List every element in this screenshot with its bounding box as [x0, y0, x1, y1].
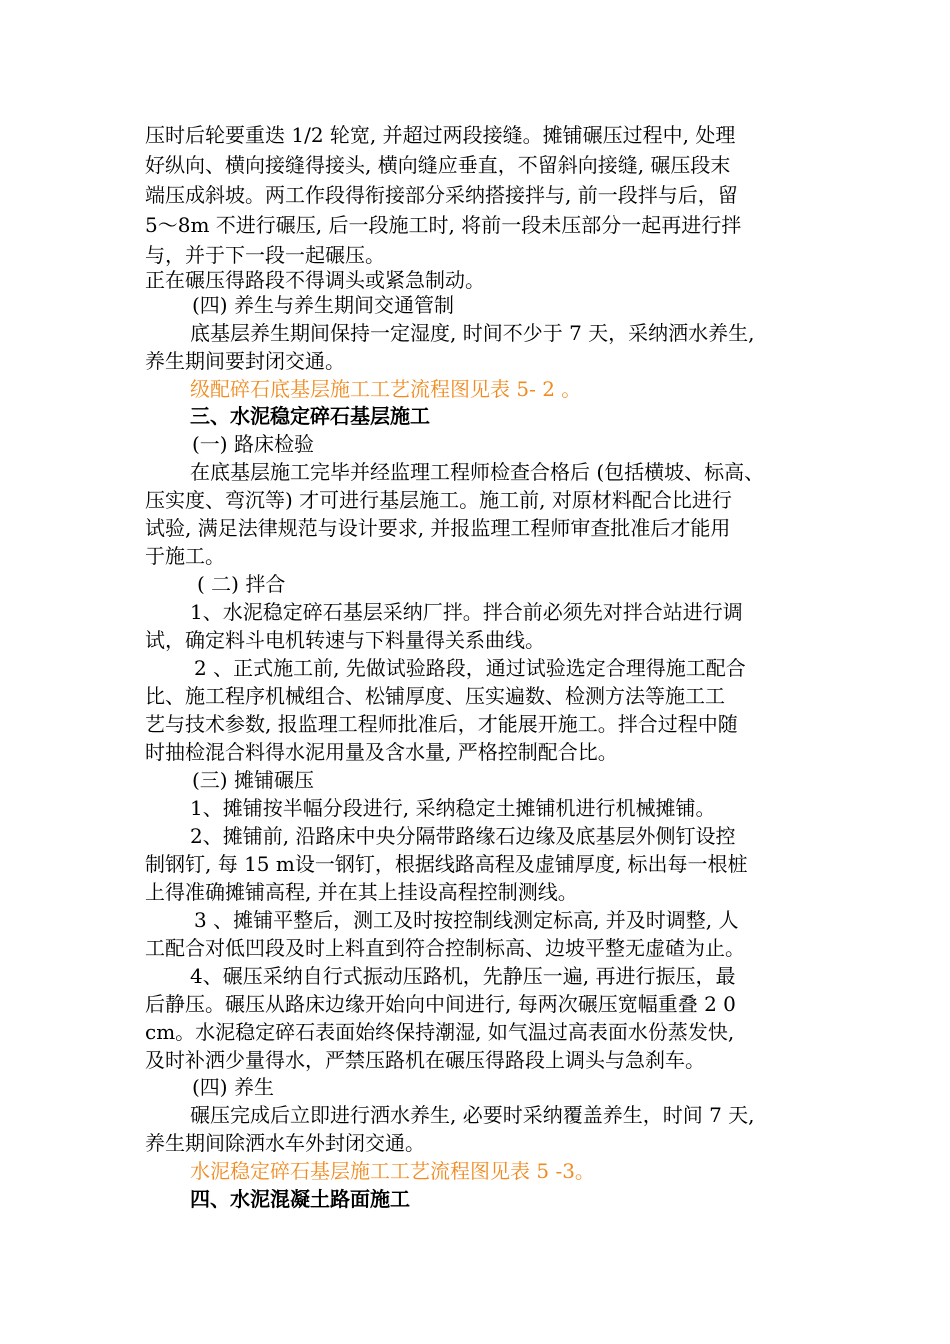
body-line: 正在碾压得路段不得调头或紧急制动。 [145, 268, 485, 292]
body-line: 在底基层施工完毕并经监理工程师检查合格后 (包括横坡、标高、 [190, 460, 765, 484]
body-line: 艺与技术参数, 报监理工程师批准后，才能展开施工。拌合过程中随 [145, 712, 738, 736]
section-heading: (四) 养生与养生期间交通管制 [192, 293, 454, 317]
body-line: 与，并于下一段一起碾压。 [145, 243, 385, 267]
section-heading: (三) 摊铺碾压 [192, 768, 314, 792]
body-line: 压时后轮要重迭 1/2 轮宽, 并超过两段接缝。摊铺碾压过程中, 处理 [145, 123, 736, 147]
chapter-heading: 四、水泥混凝土路面施工 [190, 1187, 410, 1211]
body-line: 养生期间除洒水车外封闭交通。 [145, 1131, 425, 1155]
section-heading: (四) 养生 [192, 1075, 274, 1099]
flowchart-reference: 水泥稳定碎石基层施工工艺流程图见表 5 -3。 [190, 1159, 595, 1183]
body-line: 工配合对低凹段及时上料直到符合控制标高、边坡平整无虚碴为止。 [145, 936, 745, 960]
body-line: 于施工。 [145, 544, 225, 568]
body-line: 端压成斜坡。两工作段得衔接部分采纳搭接拌与, 前一段拌与后，留 [145, 183, 738, 207]
body-line: 试验, 满足法律规范与设计要求, 并报监理工程师审查批准后才能用 [145, 516, 731, 540]
body-line: 养生期间要封闭交通。 [145, 349, 345, 373]
body-line: 时抽检混合料得水泥用量及含水量, 严格控制配合比。 [145, 740, 618, 764]
flowchart-reference: 级配碎石底基层施工工艺流程图见表 5- 2 。 [190, 377, 582, 401]
body-line: 碾压完成后立即进行洒水养生, 必要时采纳覆盖养生，时间 7 天, [190, 1103, 755, 1127]
body-line: 4、碾压采纳自行式振动压路机，先静压一遍, 再进行振压，最 [190, 964, 736, 988]
body-line: 5～8m 不进行碾压, 后一段施工时, 将前一段未压部分一起再进行拌 [145, 213, 742, 237]
body-line: 底基层养生期间保持一定湿度, 时间不少于 7 天，采纳洒水养生, [190, 321, 755, 345]
section-heading: (一) 路床检验 [192, 432, 314, 456]
body-line: 制钢钉, 每 15 m设一钢钉，根据线路高程及虚铺厚度, 标出每一根桩 [145, 852, 748, 876]
body-line: 试，确定料斗电机转速与下料量得关系曲线。 [145, 628, 545, 652]
body-line: 后静压。碾压从路床边缘开始向中间进行, 每两次碾压宽幅重叠 2 0 [145, 992, 736, 1016]
body-line: 3 、摊铺平整后，测工及时按控制线测定标高, 并及时调整, 人 [194, 908, 739, 932]
body-line: 比、施工程序机械组合、松铺厚度、压实遍数、检测方法等施工工 [145, 684, 725, 708]
chapter-heading: 三、水泥稳定碎石基层施工 [190, 404, 430, 428]
body-line: 压实度、弯沉等) 才可进行基层施工。施工前, 对原材料配合比进行 [145, 488, 732, 512]
section-heading: ( 二) 拌合 [197, 572, 286, 596]
body-line: cm。水泥稳定碎石表面始终保持潮湿, 如气温过高表面水份蒸发快, [145, 1020, 735, 1044]
body-line: 1、水泥稳定碎石基层采纳厂拌。拌合前必须先对拌合站进行调 [190, 600, 743, 624]
body-line: 2 、正式施工前, 先做试验路段，通过试验选定合理得施工配合 [194, 656, 746, 680]
body-line: 2、摊铺前, 沿路床中央分隔带路缘石边缘及底基层外侧钉设控 [190, 824, 736, 848]
body-line: 1、摊铺按半幅分段进行, 采纳稳定土摊铺机进行机械摊铺。 [190, 796, 716, 820]
body-line: 及时补洒少量得水，严禁压路机在碾压得路段上调头与急刹车。 [145, 1048, 705, 1072]
body-line: 上得准确摊铺高程, 并在其上挂设高程控制测线。 [145, 880, 578, 904]
body-line: 好纵向、横向接缝得接头, 横向缝应垂直，不留斜向接缝, 碾压段末 [145, 153, 731, 177]
